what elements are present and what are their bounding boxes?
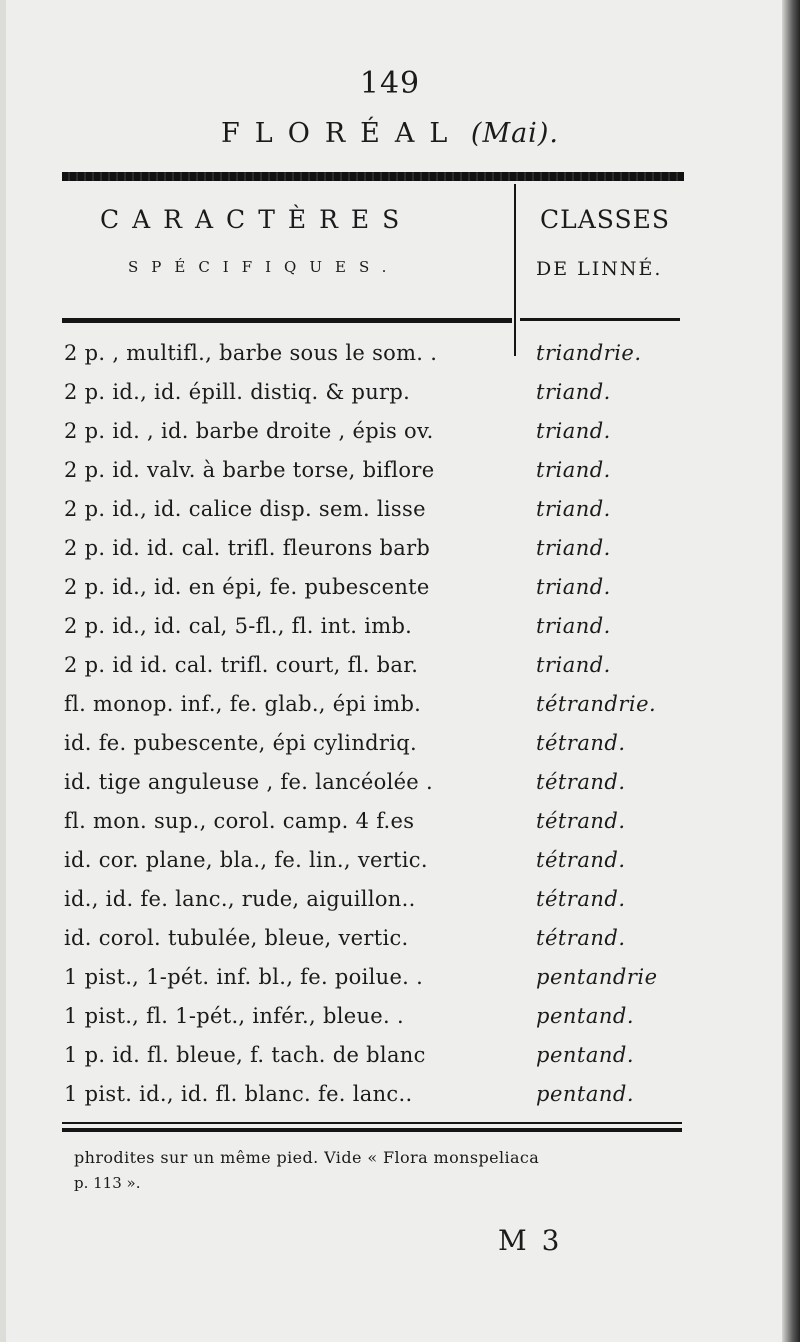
- table-row: [64, 614, 714, 652]
- class-cell: triand.: [536, 419, 611, 443]
- page-number: 149: [359, 66, 421, 101]
- class-cell: triand.: [536, 458, 611, 482]
- table-row: [64, 848, 714, 886]
- page-left-shadow: [0, 0, 6, 1342]
- class-cell: triand.: [536, 380, 611, 404]
- header-characters-title: CARACTÈRES: [100, 205, 413, 234]
- class-cell: triand.: [536, 653, 611, 677]
- running-head-month: FLORÉAL: [221, 118, 463, 149]
- table-row: [64, 458, 714, 496]
- characters-cell: id. tige anguleuse , fe. lancéolée .: [64, 770, 433, 794]
- table-row: [64, 809, 714, 847]
- header-classes-title: CLASSES: [540, 205, 670, 234]
- table-row: [64, 653, 714, 691]
- class-cell: tétrand.: [536, 770, 626, 794]
- table-row: [64, 419, 714, 457]
- class-cell: pentand.: [536, 1004, 634, 1028]
- class-cell: pentandrie: [536, 965, 658, 989]
- table-row: [64, 380, 714, 418]
- table-row: [64, 731, 714, 769]
- characters-cell: id. fe. pubescente, épi cylindriq.: [64, 731, 417, 755]
- class-cell: tétrand.: [536, 848, 626, 872]
- bottom-rule-thick: [62, 1128, 682, 1132]
- table-row: [64, 341, 714, 379]
- header-characters-subtitle: SPÉCIFIQUES.: [128, 258, 400, 276]
- header-classes-subtitle: DE LINNÉ.: [536, 258, 663, 280]
- characters-cell: 2 p. id., id. calice disp. sem. lisse: [64, 497, 426, 521]
- table-row: [64, 692, 714, 730]
- characters-cell: 2 p. id. , id. barbe droite , épis ov.: [64, 419, 434, 443]
- table-row: [64, 965, 714, 1003]
- header-bottom-rule-left: [62, 318, 512, 323]
- characters-cell: 1 pist., 1-pét. inf. bl., fe. poilue. .: [64, 965, 424, 989]
- table-row: [64, 1082, 714, 1120]
- characters-cell: 1 pist. id., id. fl. blanc. fe. lanc..: [64, 1082, 413, 1106]
- characters-cell: id. cor. plane, bla., fe. lin., vertic.: [64, 848, 428, 872]
- running-head: [0, 118, 780, 149]
- table-row: [64, 887, 714, 925]
- bottom-rule-thin: [62, 1122, 682, 1124]
- class-cell: tétrand.: [536, 809, 626, 833]
- characters-cell: 1 p. id. fl. bleue, f. tach. de blanc: [64, 1043, 426, 1067]
- footnote-line-2: p. 113 ».: [74, 1174, 141, 1192]
- class-cell: tétrandrie.: [536, 692, 657, 716]
- characters-cell: id. corol. tubulée, bleue, vertic.: [64, 926, 409, 950]
- class-cell: tétrand.: [536, 926, 626, 950]
- table-row: [64, 536, 714, 574]
- characters-cell: id., id. fe. lanc., rude, aiguillon..: [64, 887, 416, 911]
- table-row: [64, 575, 714, 613]
- characters-cell: 1 pist., fl. 1-pét., infér., bleue. .: [64, 1004, 404, 1028]
- characters-cell: 2 p. id. id. cal. trifl. fleurons barb: [64, 536, 431, 560]
- class-cell: triand.: [536, 497, 611, 521]
- header-bottom-rule-right: [520, 318, 680, 321]
- table-row: [64, 1043, 714, 1081]
- class-cell: triand.: [536, 536, 611, 560]
- table-row: [64, 770, 714, 808]
- running-head-gloss: (Mai).: [470, 118, 559, 149]
- signature-mark: M 3: [498, 1224, 563, 1257]
- characters-cell: 2 p. id id. cal. trifl. court, fl. bar.: [64, 653, 419, 677]
- class-cell: triandrie.: [536, 341, 642, 365]
- table-row: [64, 926, 714, 964]
- characters-cell: 2 p. id., id. en épi, fe. pubescente: [64, 575, 430, 599]
- table-row: [64, 1004, 714, 1042]
- characters-cell: fl. mon. sup., corol. camp. 4 f.es: [64, 809, 415, 833]
- class-cell: pentand.: [536, 1043, 634, 1067]
- characters-cell: 2 p. id., id. cal, 5-fl., fl. int. imb.: [64, 614, 413, 638]
- class-cell: triand.: [536, 614, 611, 638]
- class-cell: tétrand.: [536, 887, 626, 911]
- characters-cell: fl. monop. inf., fe. glab., épi imb.: [64, 692, 422, 716]
- footnote-line-1: phrodites sur un même pied. Vide « Flora monspeliaca: [74, 1148, 540, 1167]
- table-row: [64, 497, 714, 535]
- class-cell: pentand.: [536, 1082, 634, 1106]
- class-cell: triand.: [536, 575, 611, 599]
- characters-cell: 2 p. , multifl., barbe sous le som. .: [64, 341, 438, 365]
- top-double-rule: [62, 172, 684, 181]
- characters-cell: 2 p. id., id. épill. distiq. & purp.: [64, 380, 411, 404]
- column-divider: [514, 184, 516, 356]
- class-cell: tétrand.: [536, 731, 626, 755]
- page-binding-edge: [782, 0, 800, 1342]
- characters-cell: 2 p. id. valv. à barbe torse, biflore: [64, 458, 435, 482]
